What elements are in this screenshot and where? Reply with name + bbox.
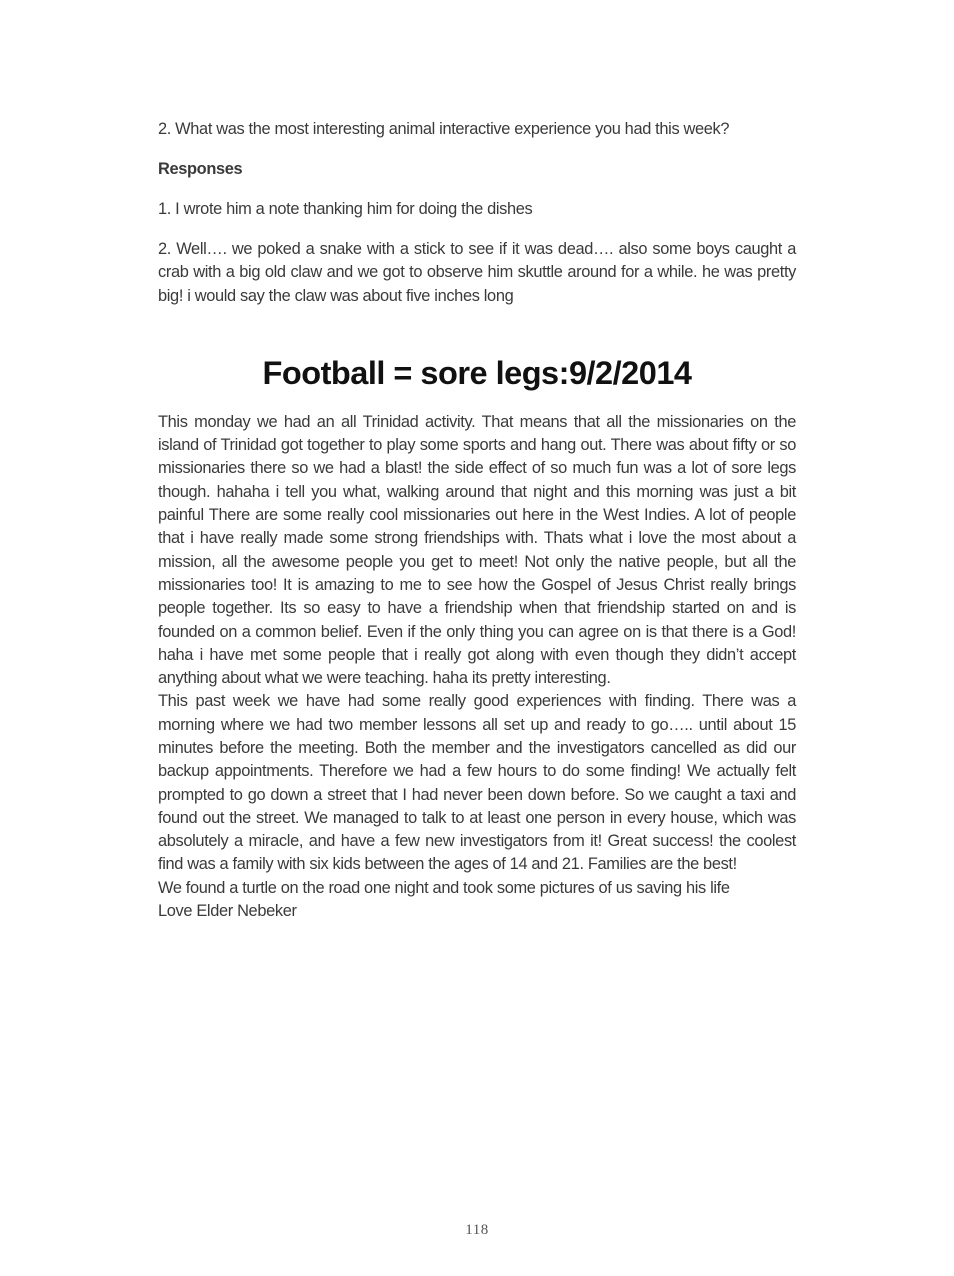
page-content [158, 118, 796, 923]
section-title: Football = sore legs:9/2/2014 [262, 354, 692, 391]
signature-line: Love Elder Nebeker [158, 902, 297, 921]
body-paragraph: This monday we had an all Trinidad activity. That means that all the missionaries on the island of Trinidad got together to play some sports and hang out. There was about fifty or so missionaries there so we had a blast! the side effect of so much fun was a lot of sore legs though. hahaha i tell you what, walking around that night and this morning was just a bit painful There are some really cool missionaries out here in the West Indies. A lot of people that i have really made some strong friendships with. Thats what i love the most about a mission, all the awesome people you get to meet! Not only the native people, but all the missionaries too! It is amazing to me to see how the Gospel of Jesus Christ really brings people together. Its so easy to have a friendship when that friendship started on and is founded on a common belief. Even if the only thing you can agree on is that there is a God! haha i have met some people that i really got along with even though they didn’t accept anything about what we were teaching. haha its pretty interesting. [158, 412, 796, 688]
response-1: 1. I wrote him a note thanking him for doing the dishes [158, 199, 533, 218]
question-2: 2. What was the most interesting animal interactive experience you had this week? [158, 120, 730, 138]
body-paragraph: We found a turtle on the road one night and took some pictures of us saving his life [158, 878, 730, 897]
body-paragraph: This past week we have had some really good experiences with finding. There was a morning where we had two member lessons all set up and ready to go….. until about 15 minutes before the meeting. Both the member and the investigators cancelled as did our backup appointments. Therefore we had a few hours to do some finding! We actually felt prompted to go down a street that I had never been down before. So we caught a taxi and found out the street. We managed to talk to at least one person in every house, which was absolutely a miracle, and have a few new investigators from it! Great success! the coolest find was a family with six kids between the ages of 14 and 21. Families are the best! [158, 692, 796, 874]
page-number: 118 [465, 1222, 489, 1238]
response-2: 2. Well…. we poked a snake with a stick to see if it was dead…. also some boys caught a crab with a big old claw and we got to observe him skuttle around for a while. he was pretty big! i would say the claw was about five inches long [158, 239, 796, 305]
responses-heading: Responses [158, 159, 243, 178]
post-body [158, 411, 796, 924]
